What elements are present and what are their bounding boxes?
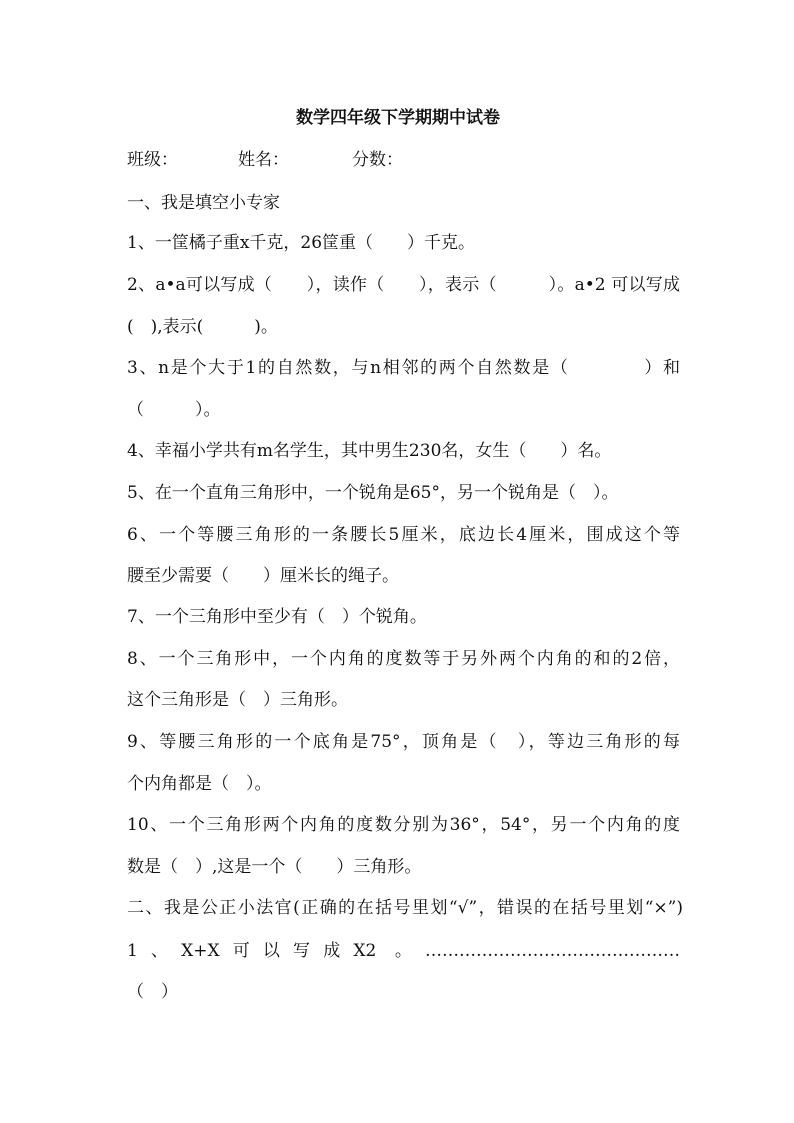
true-false-question-1-line-1: 1、X+X可以写成X2 。……………………………………… <box>127 941 680 961</box>
question-2-line-1: 2、a•a可以写成（ ），读作（ ），表示（ ）。a•2 可以写成 <box>127 275 680 295</box>
question-10-line-2: 数是（ ）,这是一个（ ）三角形。 <box>127 857 422 877</box>
question-3-line-1: 3、n是个大于1的自然数，与n相邻的两个自然数是（ ）和 <box>127 358 680 378</box>
question-8-line-2: 这个三角形是（ ）三角形。 <box>127 690 348 710</box>
question-3-line-2: （ ）。 <box>127 400 221 420</box>
score-label: 分数： <box>352 150 403 170</box>
class-label: 班级： <box>127 150 178 170</box>
section-heading: 二、我是公正小法官(正确的在括号里划“√”，错误的在括号里划“×”) <box>127 898 683 918</box>
question-9-line-2: 个内角都是（ ）。 <box>127 774 272 794</box>
true-false-question-1-line-2: （ ） <box>127 982 178 1002</box>
question-7: 7、一个三角形中至少有（ ）个锐角。 <box>127 607 427 627</box>
question-10-line-1: 10、一个三角形两个内角的度数分别为36°，54°，另一个内角的度 <box>127 815 680 835</box>
exam-title: 数学四年级下学期期中试卷 <box>296 108 500 128</box>
name-label: 姓名： <box>238 150 289 170</box>
question-6-line-2: 腰至少需要（ ）厘米长的绳子。 <box>127 566 399 586</box>
question-1: 1、一筐橘子重x千克，26筐重（ ）千克。 <box>127 233 476 253</box>
question-8-line-1: 8、一个三角形中，一个内角的度数等于另外两个内角的和的2倍， <box>127 649 680 669</box>
question-2-line-2: ( ),表示( )。 <box>127 317 278 337</box>
question-5: 5、在一个直角三角形中，一个锐角是65°，另一个锐角是（ ）。 <box>127 483 619 503</box>
question-9-line-1: 9、等腰三角形的一个底角是75°，顶角是（ ），等边三角形的每 <box>127 732 680 752</box>
question-4: 4、幸福小学共有m名学生，其中男生230名，女生（ ）名。 <box>127 441 612 461</box>
question-6-line-1: 6、一个等腰三角形的一条腰长5厘米，底边长4厘米，围成这个等 <box>127 525 680 545</box>
section-heading: 一、我是填空小专家 <box>127 193 280 213</box>
